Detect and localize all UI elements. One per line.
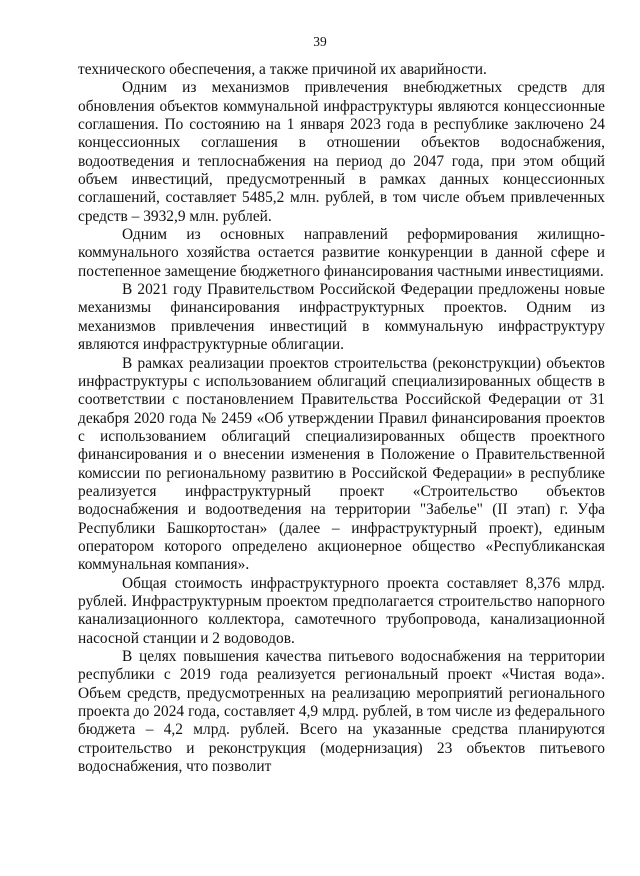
paragraph-competition: Одним из основных направлений реформирования жилищно-коммунального хозяйства остается развитие конкуренции в данной сфере и постепенное замещение бюджетного финансирования частными инвестициями. — [78, 226, 605, 280]
paragraph-continuation: технического обеспечения, а также причиной их аварийности. — [78, 61, 487, 78]
paragraph-project-cost: Общая стоимость инфраструктурного проекта составляет 8,376 млрд. рублей. Инфраструктурным проектом предполагается строительство напорного канализационного коллектора, самотечного трубопровода, канализационной насосной станции и 2 водоводов. — [78, 574, 605, 647]
paragraph-clean-water: В целях повышения качества питьевого водоснабжения на территории республики с 2019 года реализуется региональный проект «Чистая вода». Объем средств, предусмотренных на реализацию мероприятий регионального проекта до 2024 года, составляет 4,9 млрд. рублей, в том числе из федерального бюджета – 4,2 млрд. рублей. Всего на указанные средства планируются строительство и реконструкция (модернизация) 23 объектов питьевого водоснабжения, что позволит — [78, 648, 605, 776]
paragraph-infrastructure-bonds: В 2021 году Правительством Российской Федерации предложены новые механизмы финансирования инфраструктурных проектов. Одним из механизмов привлечения инвестиций в коммунальную инфраструктуру являются инфраструктурные облигации. — [78, 281, 605, 354]
paragraph-infrastructure-project: В рамках реализации проектов строительства (реконструкции) объектов инфраструктуры с использованием облигаций специализированных обществ в соответствии с постановлением Правительства Российской Федерации от 31 декабря 2020 года № 2459 «Об утверждении Правил финансирования проектов с использованием облигаций специализированных обществ проектного финансирования и о внесении изменения в Положение о Правительственной комиссии по региональному развитию в Российской Федерации» в республике реализуется инфраструктурный проект «Строительство объектов водоснабжения и водоотведения на территории "Забелье" (II этап) г. Уфа Республики Башкортостан» (далее – инфраструктурный проект), единым оператором которого определено акционерное общество «Республиканская коммунальная компания». — [78, 354, 605, 574]
document-body — [78, 61, 605, 776]
paragraph-concession-agreements: Одним из механизмов привлечения внебюджетных средств для обновления объектов коммунальной инфраструктуры являются концессионные соглашения. По состоянию на 1 января 2023 года в республике заключено 24 концессионных соглашения в отношении объектов водоснабжения, водоотведения и теплоснабжения на период до 2047 года, при этом общий объем инвестиций, предусмотренный в рамках данных концессионных соглашений, составляет 5485,2 млн. рублей, в том числе объем привлеченных средств – 3932,9 млн. рублей. — [78, 79, 605, 225]
page-number: 39 — [313, 34, 327, 49]
